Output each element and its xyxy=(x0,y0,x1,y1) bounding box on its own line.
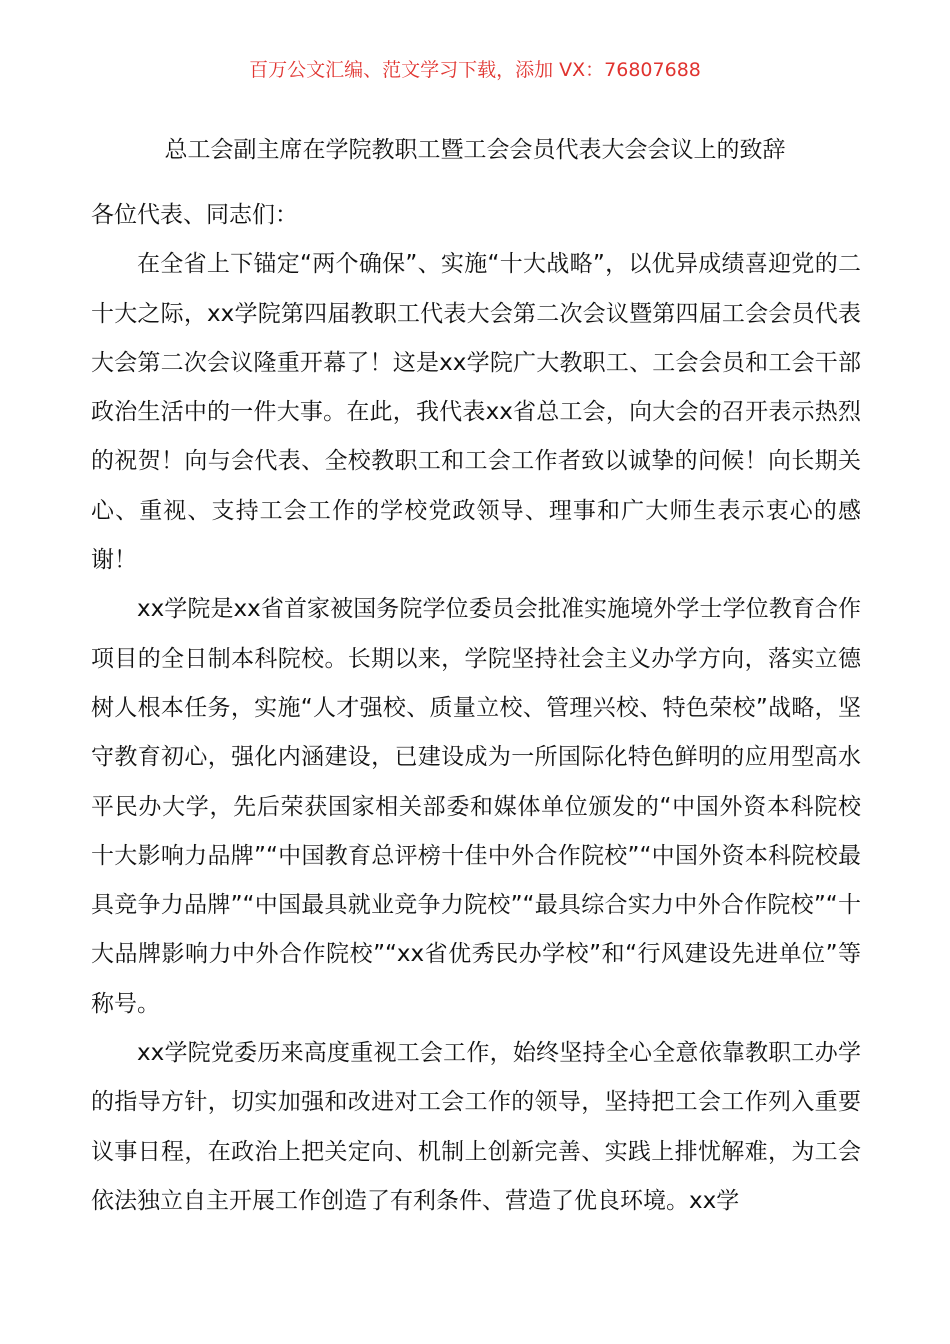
document-body xyxy=(91,191,861,1226)
paragraph-1: 在全省上下锚定“两个确保”、实施“十大战略”，以优异成绩喜迎党的二十大之际，xx学院第四届教职工代表大会第二次会议暨第四届工会会员代表大会第二次会议隆重开幕了！这是xx学院广大教职工、工会会员和工会干部政治生活中的一件大事。在此，我代表xx省总工会，向大会的召开表示热烈的祝贺！向与会代表、全校教职工和工会工作者致以诚挚的问候！向长期关心、重视、支持工会工作的学校党政领导、理事和广大师生表示衷心的感谢！ xyxy=(91,251,861,574)
document-title: 总工会副主席在学院教职工暨工会会员代表大会会议上的致辞 xyxy=(164,137,786,163)
salutation: 各位代表、同志们： xyxy=(91,202,298,228)
watermark-header: 百万公文汇编、范文学习下载，添加 VX：76807688 xyxy=(249,59,701,81)
paragraph-2: xx学院是xx省首家被国务院学位委员会批准实施境外学士学位教育合作项目的全日制本科院校。长期以来，学院坚持社会主义办学方向，落实立德树人根本任务，实施“人才强校、质量立校、管理兴校、特色荣校”战略，坚守教育初心，强化内涵建设，已建设成为一所国际化特色鲜明的应用型高水平民办大学，先后荣获国家相关部委和媒体单位颁发的“中国外资本科院校十大影响力品牌”“中国教育总评榜十佳中外合作院校”“中国外资本科院校最具竞争力品牌”“中国最具就业竞争力院校”“最具综合实力中外合作院校”“十大品牌影响力中外合作院校”“xx省优秀民办学校”和“行风建设先进单位”等称号。 xyxy=(91,596,861,1017)
paragraph-3: xx学院党委历来高度重视工会工作，始终坚持全心全意依靠教职工办学的指导方针，切实加强和改进对工会工作的领导，坚持把工会工作列入重要议事日程，在政治上把关定向、机制上创新完善、实践上排忧解难，为工会依法独立自主开展工作创造了有利条件、营造了优良环境。xx学 xyxy=(91,1040,861,1214)
